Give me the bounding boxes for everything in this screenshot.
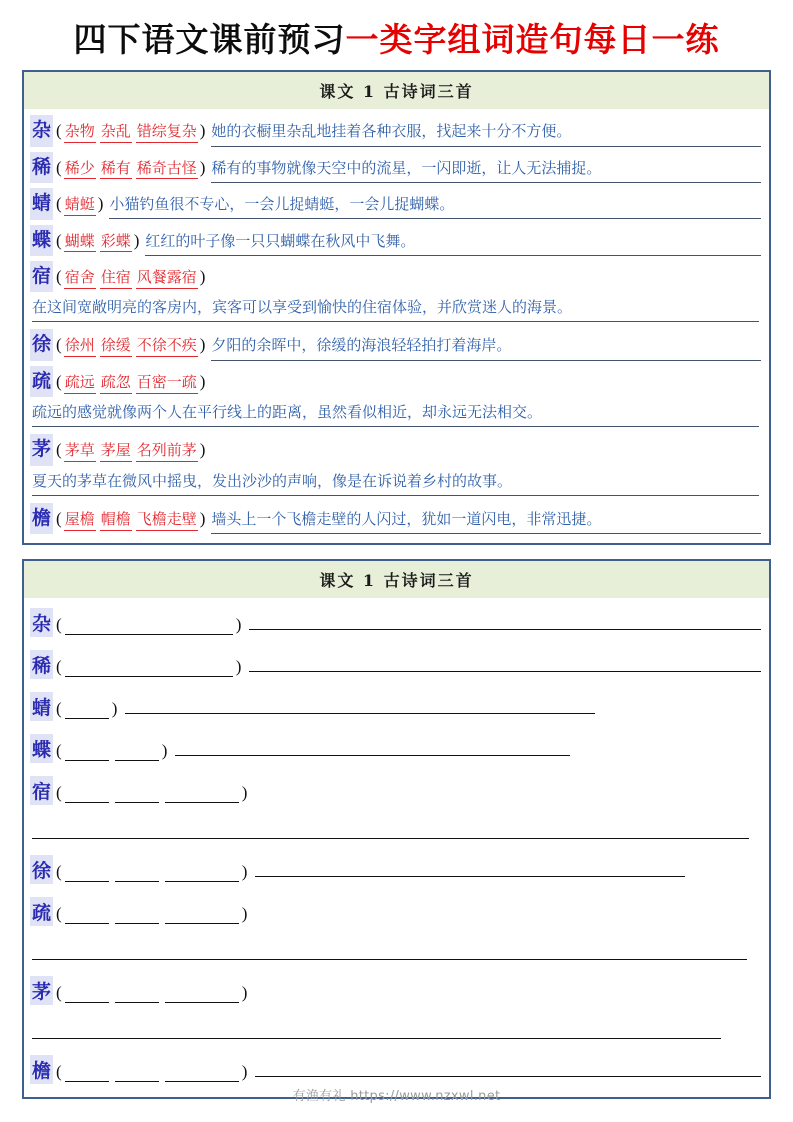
- word-item: 帽檐: [100, 511, 132, 531]
- practice-box-body: [24, 598, 769, 1097]
- hanzi-char: 茅: [30, 976, 53, 1005]
- word-blank[interactable]: [65, 989, 109, 1003]
- word-blank[interactable]: [65, 705, 109, 719]
- answer-row: [30, 501, 761, 537]
- sentence-blank-line[interactable]: [249, 658, 761, 672]
- practice-row: [30, 686, 761, 728]
- word-blank[interactable]: [65, 789, 109, 803]
- word-item: 蝴蝶: [64, 233, 96, 253]
- word-blank-group: ( ): [56, 615, 242, 635]
- practice-box: [22, 559, 771, 1099]
- hanzi-char: 蝶: [30, 225, 53, 256]
- word-item: 疏忽: [100, 374, 132, 394]
- word-item: 徐缓: [100, 337, 132, 357]
- word-blank-group: ( ): [56, 983, 248, 1003]
- word-item: 茅草: [64, 442, 96, 462]
- word-group: [62, 372, 200, 395]
- word-blank[interactable]: [115, 789, 159, 803]
- word-item: 杂乱: [100, 123, 132, 143]
- word-blank[interactable]: [115, 989, 159, 1003]
- practice-row: [30, 891, 761, 933]
- sentence-text-wrapped: 夏天的茅草在微风中摇曳，发出沙沙的声响，像是在诉说着乡村的故事。: [32, 470, 759, 496]
- answer-row: [30, 327, 761, 363]
- practice-row: [30, 644, 761, 686]
- word-group: [62, 121, 200, 144]
- answer-row: [30, 186, 761, 222]
- sentence-text: 红红的叶子像一只只蝴蝶在秋风中飞舞。: [145, 231, 761, 256]
- sentence-blank-line[interactable]: [255, 863, 685, 877]
- sentence-text: 小猫钓鱼很不专心，一会儿捉蜻蜓，一会儿捉蝴蝶。: [109, 194, 761, 219]
- word-blank-group: ( ): [56, 1062, 248, 1082]
- word-item: 疏远: [64, 374, 96, 394]
- paren-open: (: [56, 371, 62, 391]
- word-item: 风餐露宿: [136, 269, 198, 289]
- hanzi-char: 檐: [30, 1055, 53, 1084]
- answer-row: [30, 259, 761, 295]
- word-blank[interactable]: [115, 1068, 159, 1082]
- word-group: [62, 509, 200, 532]
- practice-row: [30, 849, 761, 891]
- word-item: 彩蝶: [100, 233, 132, 253]
- paren-open: (: [56, 121, 62, 141]
- hanzi-char: 檐: [30, 503, 53, 534]
- word-blank-group: ( ): [56, 741, 168, 761]
- hanzi-char: 宿: [30, 261, 53, 292]
- word-blank[interactable]: [65, 663, 233, 677]
- answer-row: [30, 432, 761, 468]
- word-blank[interactable]: [115, 747, 159, 761]
- word-item: 名列前茅: [136, 442, 198, 462]
- hanzi-char: 稀: [30, 152, 53, 183]
- sentence-blank-line-full[interactable]: [32, 945, 747, 960]
- word-item: 蜻蜓: [64, 196, 96, 216]
- hanzi-char: 疏: [30, 366, 53, 397]
- word-blank[interactable]: [65, 910, 109, 924]
- paren-close: ): [199, 157, 206, 177]
- paren-close: ): [199, 335, 206, 355]
- word-group: [62, 194, 98, 217]
- hanzi-char: 蝶: [30, 734, 53, 763]
- paren-close: ): [133, 230, 140, 250]
- word-blank[interactable]: [165, 910, 239, 924]
- answer-row: [30, 113, 761, 149]
- sentence-blank-line-full[interactable]: [32, 1024, 721, 1039]
- paren-open: (: [56, 230, 62, 250]
- answer-row: [30, 150, 761, 186]
- paren-open: (: [56, 267, 62, 287]
- paren-open: (: [56, 335, 62, 355]
- hanzi-char: 茅: [30, 434, 53, 465]
- page-title-red: 一类字组词造句每日一练: [345, 20, 720, 59]
- paren-open: (: [56, 440, 62, 460]
- sentence-text-wrapped: 疏远的感觉就像两个人在平行线上的距离，虽然看似相近，却永远无法相交。: [32, 401, 759, 427]
- hanzi-char: 杂: [30, 608, 53, 637]
- word-item: 飞檐走壁: [136, 511, 198, 531]
- practice-box-header: 课文 1 古诗词三首: [24, 561, 769, 598]
- word-blank[interactable]: [115, 868, 159, 882]
- word-item: 错综复杂: [136, 123, 198, 143]
- word-blank-group: ( ): [56, 783, 248, 803]
- practice-row: [30, 770, 761, 812]
- hanzi-char: 杂: [30, 115, 53, 146]
- sentence-text: 稀有的事物就像天空中的流星，一闪即逝，让人无法捕捉。: [211, 158, 761, 183]
- sentence-blank-line[interactable]: [125, 700, 595, 714]
- word-blank-group: ( ): [56, 862, 248, 882]
- hanzi-char: 蜻: [30, 188, 53, 219]
- paren-open: (: [56, 508, 62, 528]
- sentence-blank-line-full[interactable]: [32, 824, 749, 839]
- page-title-black: 四下语文课前预习: [73, 20, 346, 59]
- word-blank[interactable]: [65, 621, 233, 635]
- word-blank-group: ( ): [56, 904, 248, 924]
- sentence-text: 夕阳的余晖中，徐缓的海浪轻轻拍打着海岸。: [211, 335, 761, 360]
- page-title: [22, 0, 771, 70]
- sentence-blank-line[interactable]: [175, 742, 570, 756]
- practice-row: [30, 728, 761, 770]
- word-blank[interactable]: [65, 1068, 109, 1082]
- word-blank[interactable]: [165, 1068, 239, 1082]
- answer-box-header: 课文 1 古诗词三首: [24, 72, 769, 109]
- sentence-blank-line[interactable]: [249, 616, 761, 630]
- practice-row: [30, 602, 761, 644]
- word-item: 宿舍: [64, 269, 96, 289]
- hanzi-char: 宿: [30, 776, 53, 805]
- word-blank[interactable]: [65, 747, 109, 761]
- answer-box: [22, 70, 771, 545]
- word-item: 稀少: [64, 160, 96, 180]
- hanzi-char: 蜻: [30, 692, 53, 721]
- word-blank[interactable]: [165, 989, 239, 1003]
- word-item: 百密一疏: [136, 374, 198, 394]
- sentence-text-wrapped: 在这间宽敞明亮的客房内，宾客可以享受到愉快的住宿体验，并欣赏迷人的海景。: [32, 296, 759, 322]
- paren-open: (: [56, 194, 62, 214]
- word-group: [62, 267, 200, 290]
- word-blank[interactable]: [65, 868, 109, 882]
- word-group: [62, 440, 200, 463]
- word-blank-group: ( ): [56, 699, 118, 719]
- watermark-text: 有渔有礼 https://www.nzxwl.net: [292, 1089, 501, 1104]
- practice-row: [30, 970, 761, 1012]
- sentence-blank-line[interactable]: [255, 1063, 761, 1077]
- word-item: 茅屋: [100, 442, 132, 462]
- paren-close: ): [199, 371, 206, 391]
- answer-box-body: [24, 109, 769, 543]
- word-blank[interactable]: [115, 910, 159, 924]
- word-item: 稀有: [100, 160, 132, 180]
- hanzi-char: 稀: [30, 650, 53, 679]
- word-item: 不徐不疾: [136, 337, 198, 357]
- paren-open: (: [56, 157, 62, 177]
- hanzi-char: 徐: [30, 329, 53, 360]
- word-group: [62, 335, 200, 358]
- answer-row: [30, 364, 761, 400]
- hanzi-char: 徐: [30, 855, 53, 884]
- paren-close: ): [97, 194, 104, 214]
- word-blank[interactable]: [165, 868, 239, 882]
- paren-close: ): [199, 121, 206, 141]
- hanzi-char: 疏: [30, 897, 53, 926]
- word-item: 住宿: [100, 269, 132, 289]
- word-item: 稀奇古怪: [136, 160, 198, 180]
- paren-close: ): [199, 440, 206, 460]
- word-blank[interactable]: [165, 789, 239, 803]
- word-group: [62, 158, 200, 181]
- answer-row: [30, 223, 761, 259]
- sentence-text: 墙头上一个飞檐走壁的人闪过，犹如一道闪电，非常迅捷。: [211, 509, 761, 534]
- word-item: 屋檐: [64, 511, 96, 531]
- word-group: [62, 231, 134, 254]
- paren-close: ): [199, 508, 206, 528]
- word-blank-group: ( ): [56, 657, 242, 677]
- sentence-text: 她的衣橱里杂乱地挂着各种衣服，找起来十分不方便。: [211, 121, 761, 146]
- paren-close: ): [199, 267, 206, 287]
- word-item: 杂物: [64, 123, 96, 143]
- word-item: 徐州: [64, 337, 96, 357]
